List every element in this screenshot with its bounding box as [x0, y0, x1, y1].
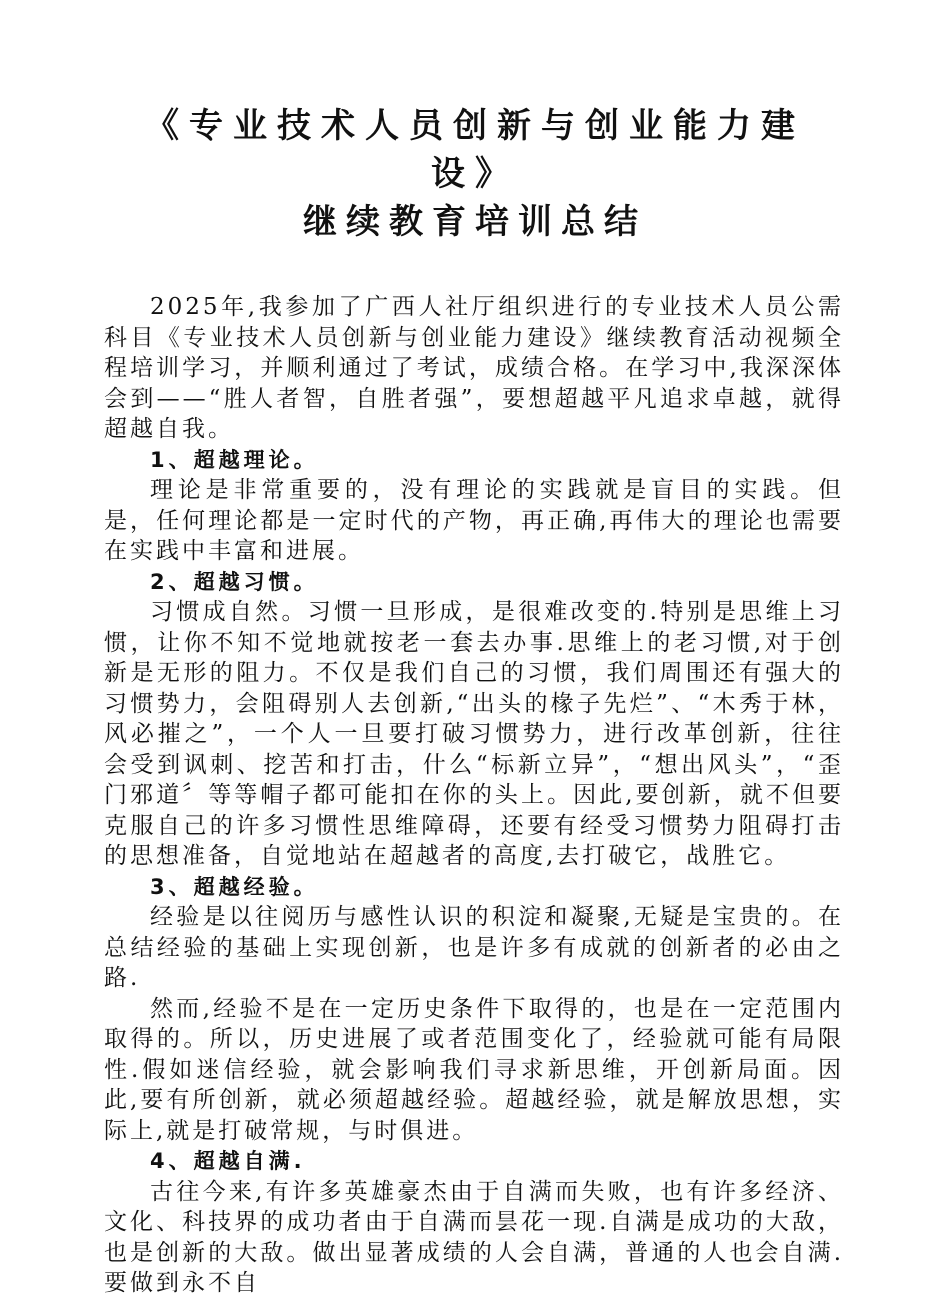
section-1-paragraph-1: 理论是非常重要的，没有理论的实践就是盲目的实践。但是，任何理论都是一定时代的产物，再正确,再伟大的理论也需要在实践中丰富和进展。	[104, 477, 844, 564]
section-heading-1: 1、超越理论。	[150, 447, 319, 472]
section-2-paragraph-1: 习惯成自然。习惯一旦形成，是很难改变的.特别是思维上习惯，让你不知不觉地就按老一套去办事.思维上的老习惯,对于创新是无形的阻力。不仅是我们自己的习惯，我们周围还有强大的习惯势力，会阻碍别人去创新,“出头的椽子先烂”、“木秀于林，风必摧之”，一个人一旦要打破习惯势力，进行改革创新，往往会受到讽刺、挖苦和打击，什么“标新立异”，“想出风头”，“歪门邪道〞等等帽子都可能扣在你的头上。因此,要创新，就不但要克服自己的许多习惯性思维障碍，还要有经受习惯势力阻碍打击的思想准备，自觉地站在超越者的高度,去打破它，战胜它。	[104, 599, 844, 869]
section-3-paragraph-1: 经验是以往阅历与感性认识的积淀和凝聚,无疑是宝贵的。在总结经验的基础上实现创新，也是许多有成就的创新者的必由之路.	[104, 904, 844, 991]
document-body	[104, 292, 844, 1299]
document-subtitle: 继续教育培训总结	[303, 202, 647, 242]
section-3-paragraph-2: 然而,经验不是在一定历史条件下取得的，也是在一定范围内取得的。所以，历史进展了或者范围变化了，经验就可能有局限性.假如迷信经验，就会影响我们寻求新思维，开创新局面。因此,要有所创新，就必须超越经验。超越经验，就是解放思想，实际上,就是打破常规，与时俱进。	[104, 995, 844, 1144]
section-heading-2: 2、超越习惯。	[150, 569, 319, 594]
section-heading-3: 3、超越经验。	[150, 874, 319, 899]
document-title-line-1: 《专业技术人员创新与创业能力建	[145, 106, 805, 146]
intro-paragraph: 2025年,我参加了广西人社厅组织进行的专业技术人员公需科目《专业技术人员创新与创业能力建设》继续教育活动视频全程培训学习，并顺利通过了考试，成绩合格。在学习中,我深深体会到——“胜人者智，自胜者强”，要想超越平凡追求卓越，就得超越自我。	[104, 294, 844, 442]
section-heading-4: 4、超越自满.	[150, 1149, 306, 1173]
document-title-line-2: 设》	[431, 154, 519, 194]
section-4-paragraph-1: 古往今来,有许多英雄豪杰由于自满而失败，也有许多经济、文化、科技界的成功者由于自满而昙花一现.自满是成功的大敌，也是创新的大敌。做出显著成绩的人会自满，普通的人也会自满.要做到永不自	[104, 1178, 844, 1296]
